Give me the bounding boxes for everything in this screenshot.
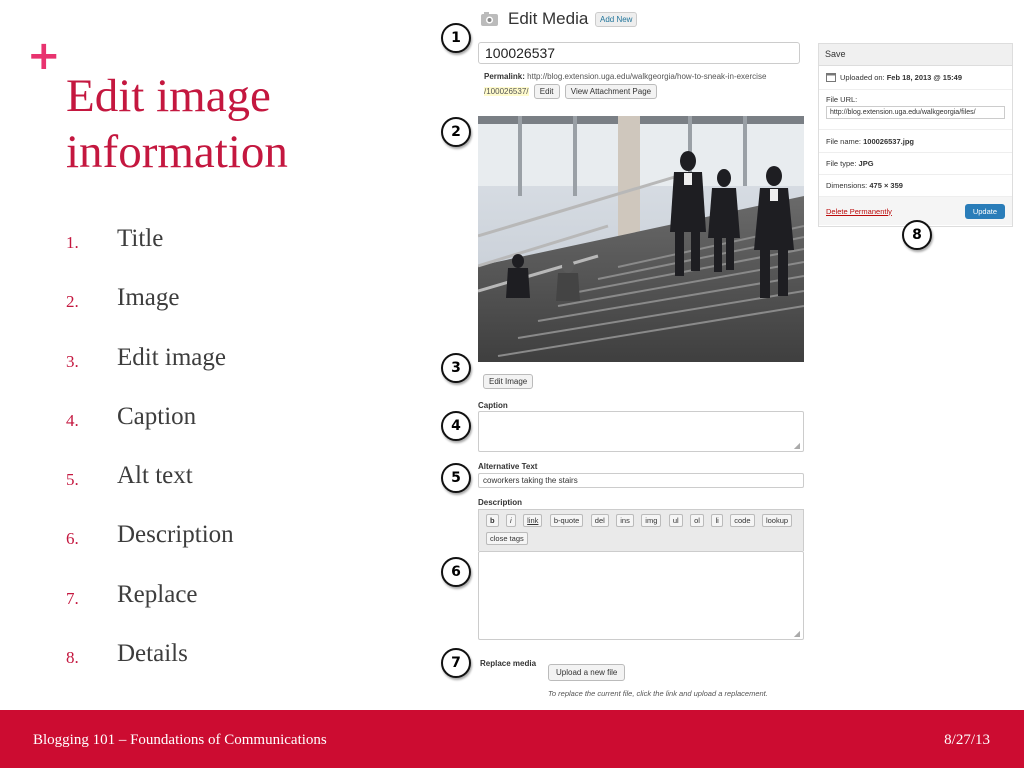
quicktags-toolbar [478,509,804,551]
list-item [66,640,234,699]
quicktag-italic-button[interactable]: i [506,514,516,527]
resize-grip-icon[interactable]: ◢ [793,441,800,450]
file-url-label: File URL: [826,95,858,104]
list-text: Description [117,521,234,549]
resize-grip-icon[interactable]: ◢ [793,629,800,638]
quicktag-bquote-button[interactable]: b-quote [550,514,583,527]
alt-text-label: Alternative Text [478,462,538,471]
list-item [66,403,234,462]
dimensions-row [819,175,1012,197]
footer-date: 8/27/13 [944,732,990,748]
replace-media-label: Replace media [480,659,537,668]
file-type-value: JPG [858,159,874,168]
list-item [66,225,234,284]
callout-2: 2 [441,117,471,147]
list-number: 3. [66,351,79,371]
edit-permalink-button[interactable]: Edit [534,84,560,99]
uploaded-label: Uploaded on: [840,73,885,82]
list-text: Image [117,284,180,312]
list-text: Alt text [117,462,193,490]
uploaded-row [819,66,1012,90]
update-button[interactable]: Update [965,204,1005,219]
caption-textarea[interactable] [478,411,804,452]
quicktag-ul-button[interactable]: ul [669,514,683,527]
callout-1: 1 [441,23,471,53]
file-name-row [819,130,1012,153]
file-name-label: File name: [826,136,862,146]
callout-3: 3 [441,353,471,383]
quicktag-li-button[interactable]: li [711,514,722,527]
file-type-row [819,153,1012,175]
list-number: 6. [66,529,79,549]
page-title: Edit Media [508,9,589,28]
upload-new-file-button[interactable]: Upload a new file [548,664,625,681]
file-name-value: 100026537.jpg [863,136,914,146]
add-new-button[interactable]: Add New [595,12,637,27]
calendar-icon [826,72,836,84]
media-camera-icon [480,10,500,30]
list-item [66,581,234,640]
list-number: 2. [66,292,79,312]
list-item [66,462,234,521]
list-text: Replace [117,580,198,608]
callout-6: 6 [441,557,471,587]
list-number: 4. [66,410,79,430]
uploaded-value: Feb 18, 2013 @ 15:49 [886,73,962,82]
quicktag-ins-button[interactable]: ins [616,514,634,527]
caption-label: Caption [478,401,508,410]
plus-icon: + [27,33,61,79]
save-box-heading: Save [819,44,1012,66]
quicktag-img-button[interactable]: img [641,514,661,527]
quicktag-del-button[interactable]: del [591,514,609,527]
footer-course-title: Blogging 101 – Foundations of Communications [33,732,327,748]
delete-permanently-link[interactable]: Delete Permanently [826,206,892,216]
list-item [66,284,234,343]
quicktag-code-button[interactable]: code [730,514,754,527]
list-text: Edit image [117,343,226,371]
description-label: Description [478,498,523,507]
alt-text-input[interactable]: coworkers taking the stairs [478,473,804,488]
list-text: Title [117,225,164,252]
callout-5: 5 [441,463,471,493]
file-url-field[interactable]: http://blog.extension.uga.edu/walkgeorgia/files/ [826,106,1005,119]
replace-help-text: To replace the current file, click the link and upload a replacement. [548,689,768,698]
permalink-url[interactable]: http://blog.extension.uga.edu/walkgeorgia/how-to-sneak-in-exercise [527,72,767,81]
list-text: Details [117,640,188,668]
permalink-slug: /100026537/ [484,87,529,96]
list-number: 8. [66,648,79,668]
footer-bar [0,710,1024,768]
dimensions-label: Dimensions: [826,181,868,190]
topic-list [66,225,234,699]
list-number: 1. [66,233,79,252]
file-type-label: File type: [826,159,857,168]
callout-4: 4 [441,411,471,441]
list-text: Caption [117,402,197,430]
list-number: 5. [66,470,79,490]
quicktag-link-button[interactable]: link [523,514,542,527]
callout-8: 8 [902,220,932,250]
quicktag-bold-button[interactable]: b [486,514,499,527]
edit-image-button[interactable]: Edit Image [483,374,533,389]
view-attachment-button[interactable]: View Attachment Page [565,84,657,99]
permalink-label: Permalink: [484,72,525,81]
list-item [66,521,234,580]
permalink-row [484,84,657,99]
list-number: 7. [66,588,79,608]
quicktag-lookup-button[interactable]: lookup [762,514,792,527]
quicktags-row [479,528,803,546]
permalink [484,71,804,83]
dimensions-value: 475 × 359 [869,181,903,190]
save-box [818,43,1013,227]
quicktag-ol-button[interactable]: ol [690,514,704,527]
title-input[interactable]: 100026537 [478,42,800,64]
callout-7: 7 [441,648,471,678]
quicktag-close-tags-button[interactable]: close tags [486,532,528,545]
file-url-row [819,90,1012,130]
description-textarea[interactable] [478,551,804,640]
quicktags-row [479,510,803,528]
slide-title: Edit image information [66,70,288,178]
media-image [478,116,804,362]
list-item [66,344,234,403]
